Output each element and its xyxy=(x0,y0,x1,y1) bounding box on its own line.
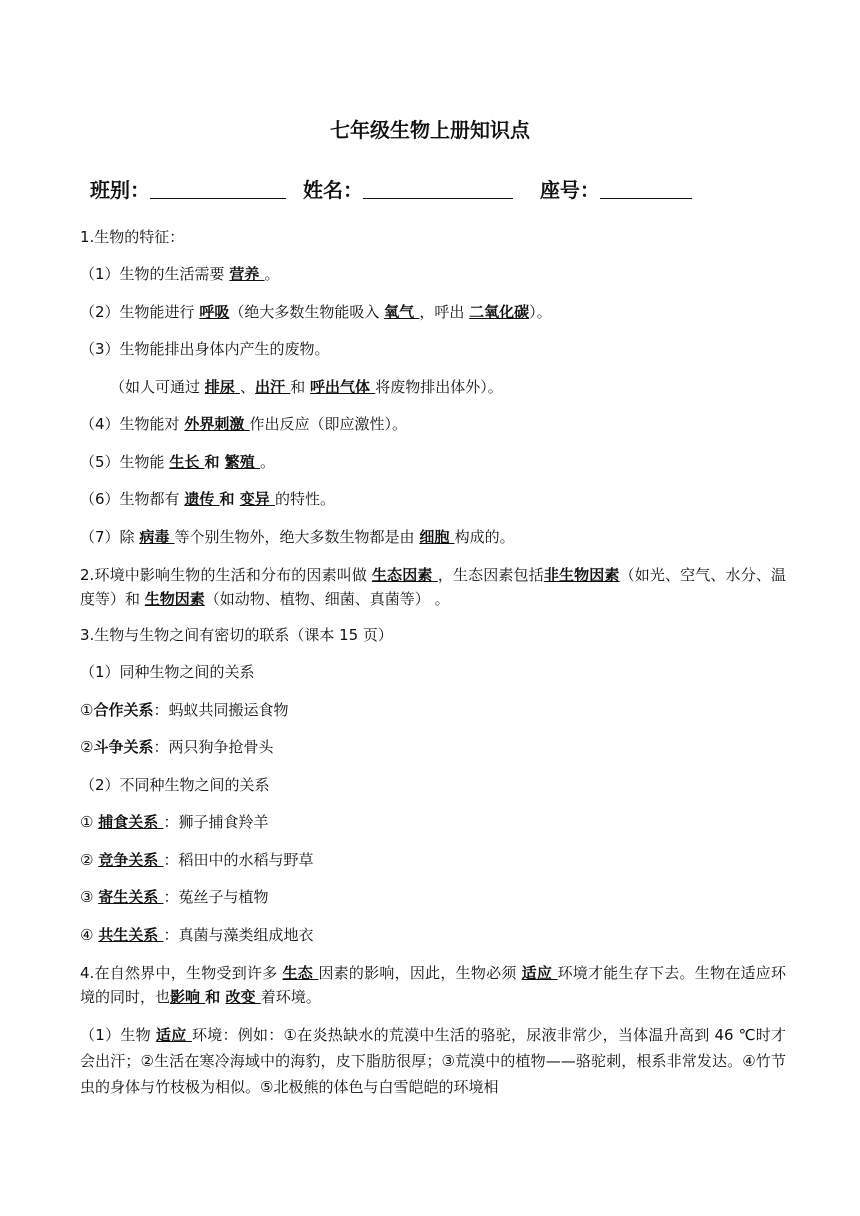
answer-exhale: 呼出气体 xyxy=(310,378,376,396)
section-4-example: （1）生物 适应 环境：例如：①在炎热缺水的荒漠中生活的骆驼，尿液非常少，当体温升高到 46 ℃时才会出汗；②生活在寒冷海域中的海豹，皮下脂肪很厚；③荒漠中的植物——骆驼刺，根系非常发达。④竹节虫的身体与竹枝极为相似。⑤北极熊的体色与白雪皑皑的环境相 xyxy=(80,1026,787,1096)
name-label: 姓名： xyxy=(302,178,363,202)
feature-2: （2）生物能进行 呼吸（绝大多数生物能吸入 氧气 ，呼出 二氧化碳）。 xyxy=(80,303,552,321)
page-title: 七年级生物上册知识点 xyxy=(330,118,530,142)
section-3-sub1: （1）同种生物之间的关系 xyxy=(80,663,255,681)
section-2: 2.环境中影响生物的生活和分布的因素叫做 生态因素 ，生态因素包括非生物因素（如光、空气、水分、温度等）和 生物因素（如动物、植物、细菌、真菌等） 。 xyxy=(80,566,786,608)
answer-stimulus: 外界刺激 xyxy=(184,415,250,433)
feature-7: （7）除 病毒 等个别生物外，绝大多数生物都是由 细胞 构成的。 xyxy=(80,528,515,546)
feature-5: （5）生物能 生长 和 繁殖 。 xyxy=(80,453,276,471)
feature-6: （6）生物都有 遗传 和 变异 的特性。 xyxy=(80,490,336,508)
relation-symbiosis: ④ 共生关系 ：真菌与藻类组成地衣 xyxy=(80,926,314,944)
answer-heredity: 遗传 xyxy=(184,490,220,508)
class-blank[interactable] xyxy=(150,178,286,199)
answer-cell: 细胞 xyxy=(419,528,455,546)
answer-nutrition: 营养 xyxy=(229,265,265,283)
answer-virus: 病毒 xyxy=(139,528,175,546)
section-3-sub2: （2）不同种生物之间的关系 xyxy=(80,776,270,794)
relation-struggle: ②斗争关系：两只狗争抢骨头 xyxy=(80,738,274,756)
section-1-heading: 1.生物的特征： xyxy=(80,228,185,246)
answer-sweating: 出汗 xyxy=(255,378,291,396)
seat-label: 座号： xyxy=(539,178,600,202)
answer-growth: 生长 xyxy=(169,453,205,471)
relation-cooperation: ①合作关系：蚂蚁共同搬运食物 xyxy=(80,701,289,719)
answer-variation: 变异 xyxy=(239,490,276,508)
answer-reproduction: 繁殖 xyxy=(224,453,261,471)
relation-parasitism: ③ 寄生关系 ：菟丝子与植物 xyxy=(80,888,269,906)
answer-oxygen: 氧气 xyxy=(384,303,420,321)
feature-3-example: （如人可通过 排尿 、出汗 和 呼出气体 将废物排出体外）。 xyxy=(110,378,503,396)
answer-urination: 排尿 xyxy=(204,378,241,396)
relation-predation: ① 捕食关系 ：狮子捕食羚羊 xyxy=(80,813,269,831)
answer-abiotic: 非生物因素 xyxy=(543,566,620,584)
feature-4: （4）生物能对 外界刺激 作出反应（即应激性）。 xyxy=(80,415,408,433)
answer-ecological-factor: 生态因素 xyxy=(371,566,438,584)
answer-biotic: 生物因素 xyxy=(144,590,205,608)
answer-respiration: 呼吸 xyxy=(199,303,230,321)
name-blank[interactable] xyxy=(363,178,513,199)
student-info-row xyxy=(90,174,692,203)
section-3-heading: 3.生物与生物之间有密切的联系（课本 15 页） xyxy=(80,626,393,644)
feature-3: （3）生物能排出身体内产生的废物。 xyxy=(80,340,330,358)
seat-blank[interactable] xyxy=(600,178,692,199)
relation-competition: ② 竞争关系 ：稻田中的水稻与野草 xyxy=(80,851,314,869)
section-4: 4.在自然界中，生物受到许多 生态 因素的影响，因此，生物必须 适应 环境才能生存下去。生物在适应环境的同时，也影响 和 改变 着环境。 xyxy=(80,964,786,1006)
feature-1: （1）生物的生活需要 营养 。 xyxy=(80,265,280,283)
class-label: 班别： xyxy=(90,178,150,202)
answer-co2: 二氧化碳 xyxy=(469,303,530,321)
